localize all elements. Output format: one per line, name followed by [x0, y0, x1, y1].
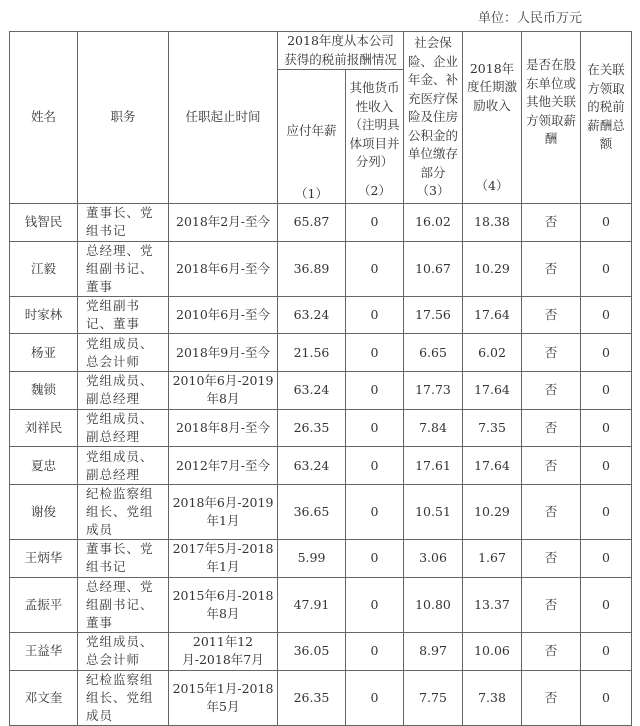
- header-term: 任职起止时间: [169, 32, 278, 204]
- cell-term: 2018年6月-2019年1月: [169, 485, 278, 540]
- header-group: 2018年度从本公司获得的税前报酬情况: [278, 32, 404, 70]
- cell-term: 2018年6月-至今: [169, 241, 278, 296]
- cell-other: 0: [346, 447, 404, 485]
- cell-name: 孟振平: [10, 577, 78, 632]
- table-row: [10, 241, 632, 296]
- header-salary-no: （1）: [295, 185, 328, 201]
- cell-name: 杨亚: [10, 334, 78, 372]
- table-row: [10, 632, 632, 670]
- cell-social: 10.80: [404, 577, 463, 632]
- cell-social: 10.67: [404, 241, 463, 296]
- cell-position: 总经理、党组副书记、董事: [78, 577, 169, 632]
- cell-position: 党组成员、副总经理: [78, 409, 169, 447]
- cell-related-total: 0: [581, 577, 632, 632]
- cell-position: 纪检监察组组长、党组成员: [78, 670, 169, 725]
- header-other: [346, 70, 404, 204]
- table-row: [10, 409, 632, 447]
- cell-term: 2018年8月-至今: [169, 409, 278, 447]
- cell-related-total: 0: [581, 296, 632, 334]
- cell-related: 否: [522, 447, 581, 485]
- cell-related: 否: [522, 540, 581, 578]
- table-row: [10, 447, 632, 485]
- cell-related-total: 0: [581, 409, 632, 447]
- cell-incentive: 10.06: [463, 632, 522, 670]
- cell-social: 17.61: [404, 447, 463, 485]
- cell-salary: 47.91: [278, 577, 346, 632]
- cell-incentive: 10.29: [463, 485, 522, 540]
- cell-name: 魏锁: [10, 372, 78, 410]
- cell-salary: 63.24: [278, 447, 346, 485]
- header-related: 是否在股东单位或其他关联方领取薪酬: [522, 32, 581, 204]
- cell-salary: 63.24: [278, 296, 346, 334]
- cell-related-total: 0: [581, 204, 632, 242]
- cell-term: 2015年1月-2018年5月: [169, 670, 278, 725]
- cell-other: 0: [346, 409, 404, 447]
- header-salary: [278, 70, 346, 204]
- cell-name: 谢俊: [10, 485, 78, 540]
- header-incentive-no: （4）: [475, 178, 509, 193]
- cell-incentive: 7.35: [463, 409, 522, 447]
- header-social: [404, 32, 463, 204]
- cell-name: 刘祥民: [10, 409, 78, 447]
- header-salary-text: 应付年薪: [286, 123, 337, 138]
- cell-term: 2010年6月-至今: [169, 296, 278, 334]
- cell-social: 17.56: [404, 296, 463, 334]
- cell-salary: 26.35: [278, 409, 346, 447]
- cell-related: 否: [522, 334, 581, 372]
- cell-related: 否: [522, 296, 581, 334]
- cell-position: 总经理、党组副书记、董事: [78, 241, 169, 296]
- header-related-total: 在关联方领取的税前薪酬总额: [581, 32, 632, 204]
- cell-term: 2018年2月-至今: [169, 204, 278, 242]
- cell-term: 2017年5月-2018年1月: [169, 540, 278, 578]
- cell-term: 2015年6月-2018年8月: [169, 577, 278, 632]
- cell-other: 0: [346, 334, 404, 372]
- cell-salary: 36.89: [278, 241, 346, 296]
- cell-related: 否: [522, 204, 581, 242]
- cell-social: 17.73: [404, 372, 463, 410]
- cell-salary: 26.35: [278, 670, 346, 725]
- cell-other: 0: [346, 296, 404, 334]
- cell-salary: 21.56: [278, 334, 346, 372]
- cell-other: 0: [346, 540, 404, 578]
- cell-salary: 36.65: [278, 485, 346, 540]
- cell-other: 0: [346, 204, 404, 242]
- cell-name: 钱智民: [10, 204, 78, 242]
- cell-incentive: 17.64: [463, 447, 522, 485]
- cell-related-total: 0: [581, 540, 632, 578]
- cell-position: 党组副书记、董事: [78, 296, 169, 334]
- cell-other: 0: [346, 670, 404, 725]
- cell-social: 7.75: [404, 670, 463, 725]
- header-incentive-text: 2018年度任期激励收入: [466, 60, 517, 113]
- cell-position: 董事长、党组书记: [78, 204, 169, 242]
- cell-related: 否: [522, 241, 581, 296]
- cell-related: 否: [522, 577, 581, 632]
- cell-name: 时家林: [10, 296, 78, 334]
- unit-label: 单位：人民币万元: [477, 11, 582, 26]
- cell-incentive: 6.02: [463, 334, 522, 372]
- cell-salary: 63.24: [278, 372, 346, 410]
- header-name: 姓名: [10, 32, 78, 204]
- cell-salary: 65.87: [278, 204, 346, 242]
- cell-incentive: 17.64: [463, 372, 522, 410]
- cell-related-total: 0: [581, 632, 632, 670]
- cell-position: 董事长、党组书记: [78, 540, 169, 578]
- cell-name: 夏忠: [10, 447, 78, 485]
- cell-related: 否: [522, 485, 581, 540]
- cell-incentive: 13.37: [463, 577, 522, 632]
- table-row: [10, 296, 632, 334]
- header-other-no: （2）: [358, 182, 391, 198]
- cell-related: 否: [522, 670, 581, 725]
- compensation-table: [9, 31, 632, 726]
- cell-other: 0: [346, 577, 404, 632]
- cell-related-total: 0: [581, 334, 632, 372]
- cell-position: 党组成员、副总经理: [78, 372, 169, 410]
- cell-social: 6.65: [404, 334, 463, 372]
- cell-position: 纪检监察组组长、党组成员: [78, 485, 169, 540]
- cell-other: 0: [346, 632, 404, 670]
- cell-name: 邓文奎: [10, 670, 78, 725]
- cell-related-total: 0: [581, 670, 632, 725]
- header-social-text: 社会保险、企业年金、补充医疗保险及住房公积金的单位缴存部分: [407, 35, 458, 180]
- cell-related-total: 0: [581, 241, 632, 296]
- cell-social: 16.02: [404, 204, 463, 242]
- cell-term: 2012年7月-至今: [169, 447, 278, 485]
- header-social-no: （3）: [416, 183, 450, 198]
- header-incentive: [463, 32, 522, 204]
- cell-social: 8.97: [404, 632, 463, 670]
- cell-other: 0: [346, 241, 404, 296]
- cell-related: 否: [522, 409, 581, 447]
- table-row: [10, 204, 632, 242]
- cell-position: 党组成员、总会计师: [78, 632, 169, 670]
- header-position: 职务: [78, 32, 169, 204]
- cell-related: 否: [522, 372, 581, 410]
- table-row: [10, 334, 632, 372]
- table-row: [10, 577, 632, 632]
- table-row: [10, 670, 632, 725]
- cell-related-total: 0: [581, 372, 632, 410]
- cell-social: 7.84: [404, 409, 463, 447]
- cell-incentive: 7.38: [463, 670, 522, 725]
- cell-related-total: 0: [581, 447, 632, 485]
- cell-term: 2011年12月-2018年7月: [169, 632, 278, 670]
- cell-position: 党组成员、副总经理: [78, 447, 169, 485]
- table-row: [10, 485, 632, 540]
- cell-salary: 36.05: [278, 632, 346, 670]
- cell-name: 王益华: [10, 632, 78, 670]
- cell-position: 党组成员、总会计师: [78, 334, 169, 372]
- table-row: [10, 372, 632, 410]
- cell-incentive: 10.29: [463, 241, 522, 296]
- table-row: [10, 540, 632, 578]
- cell-related: 否: [522, 632, 581, 670]
- cell-name: 王炳华: [10, 540, 78, 578]
- cell-term: 2018年9月-至今: [169, 334, 278, 372]
- cell-incentive: 17.64: [463, 296, 522, 334]
- cell-incentive: 18.38: [463, 204, 522, 242]
- header-other-text: 其他货币性收入（注明具体项目并分列）: [349, 80, 400, 169]
- cell-name: 江毅: [10, 241, 78, 296]
- cell-term: 2010年6月-2019年8月: [169, 372, 278, 410]
- cell-salary: 5.99: [278, 540, 346, 578]
- cell-other: 0: [346, 485, 404, 540]
- cell-social: 3.06: [404, 540, 463, 578]
- cell-related-total: 0: [581, 485, 632, 540]
- cell-other: 0: [346, 372, 404, 410]
- cell-incentive: 1.67: [463, 540, 522, 578]
- cell-social: 10.51: [404, 485, 463, 540]
